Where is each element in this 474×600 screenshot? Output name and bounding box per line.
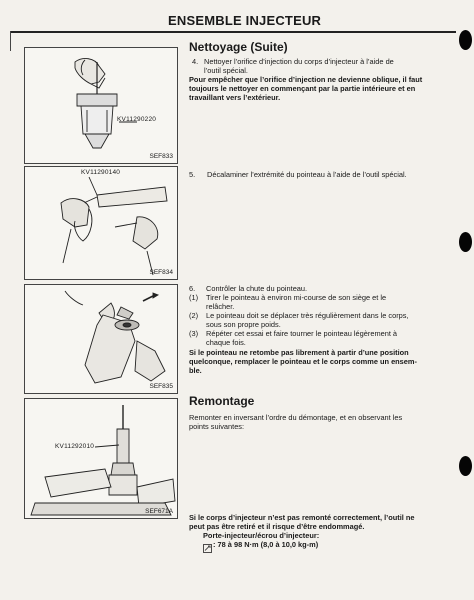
tool-part-number: KV11290140	[81, 169, 121, 176]
needle-decarbon-illustration	[25, 167, 177, 279]
substep-text-line: relâcher.	[206, 302, 235, 311]
step-number: 6.	[189, 284, 196, 293]
step6-text: Contrôler la chute du pointeau.	[206, 284, 308, 293]
figure-needle-drop-test	[24, 284, 178, 394]
substep-number: (3)	[189, 329, 199, 338]
substep-number: (2)	[189, 311, 199, 320]
step-number: 5.	[189, 170, 196, 179]
figure-code: SEF671A	[145, 508, 173, 515]
reassembly-warning-line: peut pas être retiré et il risque d’être endommagé.	[189, 522, 365, 531]
substep-text-line: chaque fois.	[206, 338, 246, 347]
note-text-line: Si le pointeau ne retombe pas librement à partir d’une position	[189, 348, 409, 357]
reassembly-warning-line: Si le corps d’injecteur n’est pas remonté correctement, l’outil ne	[189, 513, 415, 522]
nozzle-cleaning-illustration	[25, 48, 177, 163]
reassembly-intro-line: points suivantes:	[189, 422, 245, 431]
note-text-line: ble.	[189, 366, 202, 375]
substep-text-line: Répéter cet essai et faire tourner le pointeau légèrement à	[206, 329, 398, 338]
margin-rule	[10, 31, 11, 51]
section-title-cleaning: Nettoyage (Suite)	[189, 40, 288, 54]
reassembly-illustration	[25, 399, 177, 518]
step5-text: Décalaminer l’extrémité du pointeau à l’aide de l’outil spécial.	[207, 170, 407, 179]
figure-decarbon-needle	[24, 166, 178, 280]
binder-hole	[459, 30, 472, 50]
warning-text-line: Pour empêcher que l’orifice d’injection ne devienne oblique, il faut	[189, 75, 423, 84]
step4-text-line: Nettoyer l’orifice d’injection du corps d’injecteur à l’aide de	[204, 57, 394, 66]
step4-text-line: l’outil spécial.	[204, 66, 248, 75]
figure-reassembly	[24, 398, 178, 519]
warning-text-line: toujours le nettoyer en commençant par la partie intérieure et en	[189, 84, 416, 93]
section-title-reassembly: Remontage	[189, 394, 255, 408]
substep-text-line: Tirer le pointeau à environ mi-course de son siège et le	[206, 293, 387, 302]
substep-text-line: sous son propre poids.	[206, 320, 281, 329]
tool-part-number: KV11290220	[117, 116, 157, 123]
torque-wrench-icon	[203, 540, 212, 549]
binder-hole	[459, 456, 472, 476]
note-text-line: quelconque, remplacer le pointeau et le corps comme un ensem-	[189, 357, 417, 366]
torque-spec-value: : 78 à 98 N·m (8,0 à 10,0 kg-m)	[213, 540, 319, 549]
needle-drop-illustration	[25, 285, 177, 393]
substep-number: (1)	[189, 293, 199, 302]
tool-part-number: KV11292010	[55, 443, 95, 450]
figure-code: SEF835	[149, 383, 173, 390]
figure-code: SEF834	[149, 269, 173, 276]
figure-cleaning-nozzle-hole	[24, 47, 178, 164]
substep-text-line: Le pointeau doit se déplacer très régulièrement dans le corps,	[206, 311, 409, 320]
step-number: 4.	[192, 57, 199, 66]
binder-hole	[459, 232, 472, 252]
figure-code: SEF833	[149, 153, 173, 160]
warning-text-line: travaillant vers l’extérieur.	[189, 93, 281, 102]
header-rule	[10, 31, 456, 33]
page-header-title: ENSEMBLE INJECTEUR	[168, 13, 322, 28]
torque-spec-label: Porte-injecteur/écrou d’injecteur:	[203, 531, 320, 540]
reassembly-intro-line: Remonter en inversant l’ordre du démontage, et en observant les	[189, 413, 403, 422]
